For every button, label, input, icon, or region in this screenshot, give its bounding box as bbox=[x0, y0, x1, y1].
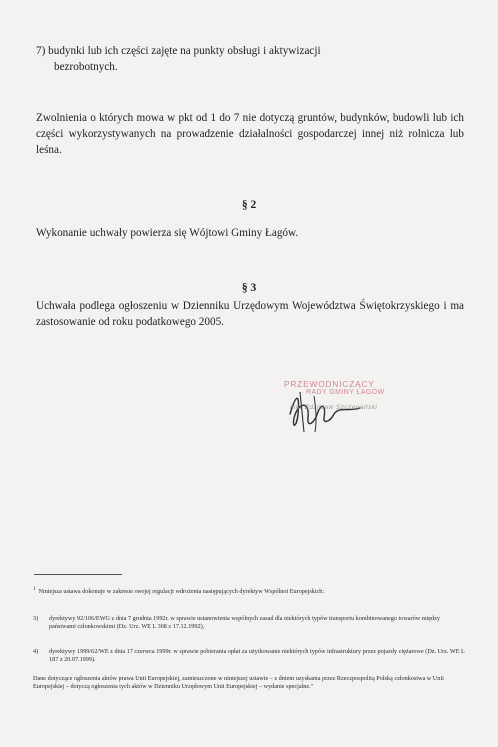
footnote-eu-publication: Dane dotyczące ogłoszenia aktów prawa Unii Europejskiej, zamieszczone w niniejszej ustawie – z dniem uzyskania przez Rzeczpospolitą Polską członkostwa w Unii Europejskiej – dotyczą ogłoszenia tych aktów w Dzienniku Urzędowym Unii Europejskiej – wydanie specjalne." bbox=[33, 675, 444, 691]
item-text-line2: bezrobotnych. bbox=[54, 61, 118, 73]
stamp-title: PRZEWODNICZĄCY bbox=[284, 379, 375, 389]
footnote-2-text: dyrektywy 92/106/EWG z dnia 7 grudnia 1992r. w sprawie ustanowienia wspólnych zasad dla niektórych typów transportu kombinowanego towarów między państwami członkowskimi (Dz. Urz. WE L 368 z 17.12.1992), bbox=[49, 615, 440, 631]
footnote-2-marker: 3) bbox=[33, 615, 39, 622]
footnote-1-text: Niniejsza ustawa dokonuje w zakresie swojej regulacji wdrożenia następujących dyrektyw Wspólnot Europejskich: bbox=[38, 588, 325, 596]
item-text-line1: budynki lub ich części zajęte na punkty obsługi i aktywizacji bbox=[48, 45, 321, 57]
footnote-1 bbox=[33, 586, 465, 596]
section-3-text: Uchwała podlega ogłoszeniu w Dzienniku Urzędowym Województwa Świętokrzyskiego i ma zastosowanie od roku podatkowego 2005. bbox=[36, 300, 464, 328]
footnote-directive-92 bbox=[33, 615, 465, 632]
footnote-1-marker: 1 bbox=[33, 587, 36, 592]
list-item-7 bbox=[36, 43, 464, 75]
official-stamp bbox=[284, 379, 450, 411]
section-2-heading: § 2 bbox=[241, 199, 257, 211]
footnote-3-marker: 4) bbox=[33, 648, 39, 655]
footnote-3-text: dyrektywy 1999/62/WE z dnia 17 czerwca 1999r. w sprawie pobierania opłat za użytkowanie niektórych typów infrastruktury przez pojazdy ciężarowe (Dz. Urz. WE L 187 z 20.07.1999). bbox=[49, 648, 465, 664]
item-number: 7) bbox=[36, 45, 46, 57]
exemption-paragraph: Zwolnienia o których mowa w pkt od 1 do 7 nie dotyczą gruntów, budynków, budowli lub ich części wykorzystywanych na prowadzenie działalności gospodarczej innej niż rolnicza lub leśna. bbox=[36, 112, 464, 156]
section-2-text: Wykonanie uchwały powierza się Wójtowi Gminy Łagów. bbox=[36, 227, 299, 239]
footnote-directive-1999 bbox=[33, 648, 465, 665]
section-3-heading: § 3 bbox=[241, 282, 257, 294]
stamp-name: mgr Zdzisław Szczepański bbox=[290, 404, 378, 411]
footnote-divider bbox=[34, 574, 122, 575]
stamp-council: RADY GMINY ŁAGÓW bbox=[306, 389, 385, 396]
